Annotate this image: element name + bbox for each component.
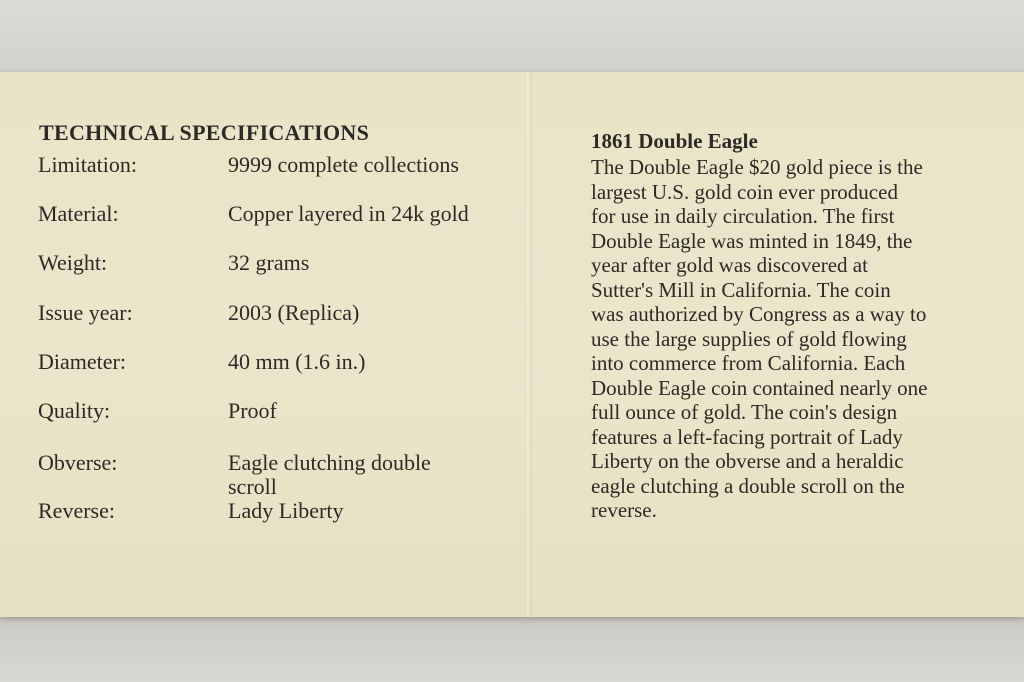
description-line: Double Eagle coin contained nearly one [591, 375, 928, 400]
description-line: reverse. [591, 498, 657, 522]
technical-specifications-heading: TECHNICAL SPECIFICATIONS [39, 120, 370, 145]
spec-label: Diameter: [38, 349, 126, 374]
spec-label: Material: [38, 201, 119, 226]
spec-value: 2003 (Replica) [228, 300, 360, 325]
technical-specifications-panel [34, 118, 514, 523]
description-line: was authorized by Congress as a way to [591, 302, 927, 326]
description-line: for use in daily circulation. The first [591, 204, 895, 228]
spec-label: Limitation: [38, 152, 137, 177]
spec-value: Eagle clutching double scroll [228, 450, 431, 499]
description-line: Liberty on the obverse and a heraldic [591, 449, 904, 473]
description-line: use the large supplies of gold flowing [591, 326, 907, 351]
description-line: into commerce from California. Each [591, 351, 906, 375]
spec-label: Obverse: [38, 450, 118, 475]
spec-label: Reverse: [38, 498, 115, 523]
spec-value: 9999 complete collections [228, 152, 459, 177]
description-text [591, 155, 1016, 523]
spec-label: Weight: [38, 250, 108, 275]
spec-label: Quality: [38, 398, 111, 423]
spec-label: Issue year: [38, 300, 133, 325]
description-line: largest U.S. gold coin ever produced [591, 179, 898, 204]
description-line: full ounce of gold. The coin's design [591, 400, 898, 424]
double-eagle-description-panel [591, 127, 1016, 523]
description-line: year after gold was discovered at [591, 253, 868, 277]
description-line: Sutter's Mill in California. The coin [591, 277, 891, 302]
description-line: features a left-facing portrait of Lady [591, 424, 903, 449]
spec-value: Lady Liberty [228, 498, 344, 523]
spec-value: Proof [228, 398, 277, 423]
description-line: The Double Eagle $20 gold piece is the [591, 155, 923, 179]
description-line: eagle clutching a double scroll on the [591, 473, 905, 498]
background-surface-bottom [0, 610, 1024, 682]
spec-value: 40 mm (1.6 in.) [228, 349, 366, 374]
description-line: Double Eagle was minted in 1849, the [591, 228, 913, 253]
spec-value: Copper layered in 24k gold [228, 201, 469, 226]
spec-value: 32 grams [228, 250, 310, 275]
card-fold-crease [524, 72, 532, 617]
double-eagle-heading: 1861 Double Eagle [591, 129, 758, 153]
